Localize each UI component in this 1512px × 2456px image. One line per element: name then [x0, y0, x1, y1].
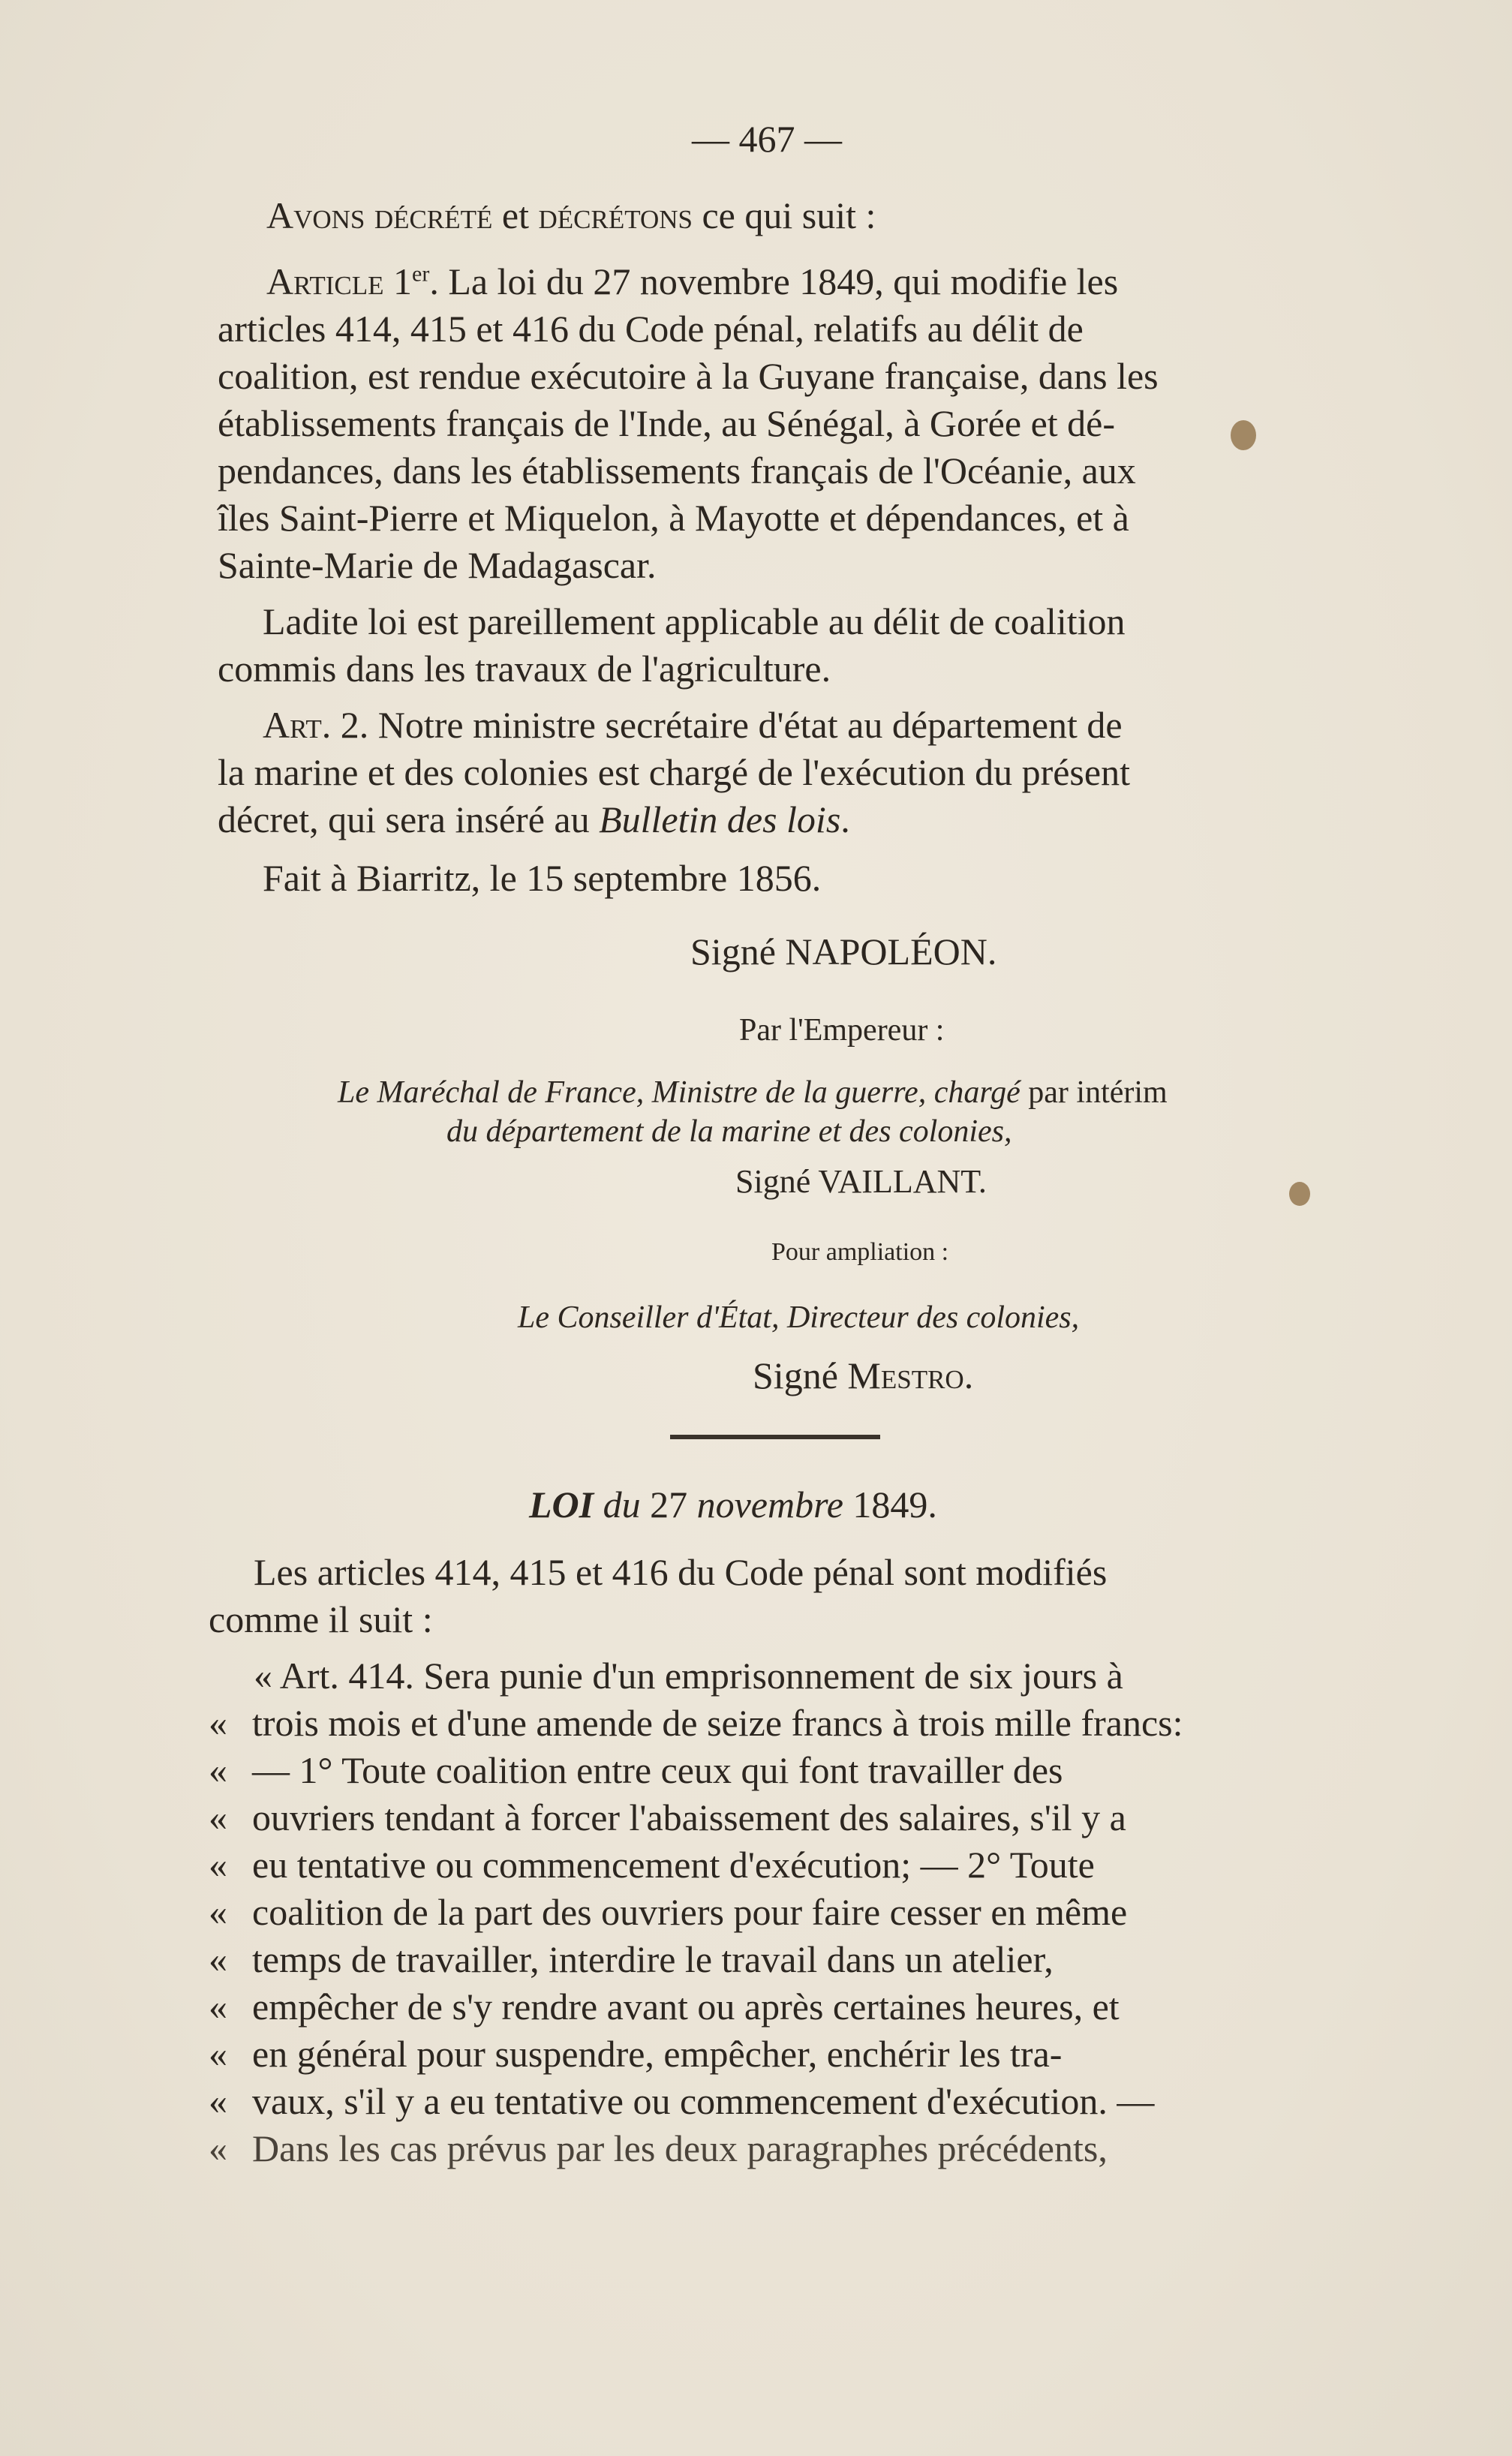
body-line: Ladite loi est pareillement applicable au délit de coalition	[263, 600, 1126, 642]
article-1-text: . La loi du 27 novembre 1849, qui modifie les	[429, 260, 1119, 302]
quote-mark: «	[209, 1986, 227, 2028]
decree-intro	[266, 194, 876, 236]
body-line: articles 414, 415 et 416 du Code pénal, relatifs au délit de	[218, 308, 1084, 350]
article-number: 1	[383, 260, 412, 302]
body-line: pendances, dans les établissements français de l'Océanie, aux	[218, 449, 1136, 492]
foxing-spot	[1289, 1182, 1310, 1206]
signature-vaillant: Signé VAILLANT.	[735, 1163, 987, 1200]
signature-mestro	[753, 1354, 974, 1396]
par-empereur: Par l'Empereur :	[739, 1013, 945, 1048]
quote-mark: «	[209, 1796, 227, 1838]
quoted-text: vaux, s'il y a eu tentative ou commencement d'exécution. —	[252, 2080, 1155, 2122]
foxing-spot	[1231, 420, 1256, 450]
loi-du: du	[594, 1484, 651, 1526]
section-divider	[670, 1435, 880, 1439]
body-line: commis dans les travaux de l'agriculture.	[218, 648, 831, 690]
quoted-text: en général pour suspendre, empêcher, enchérir les tra-	[252, 2033, 1063, 2075]
body-text: décret, qui sera inséré au	[218, 798, 600, 840]
quote-mark: «	[209, 2080, 227, 2122]
body-line: Les articles 414, 415 et 416 du Code pénal sont modifiés	[254, 1551, 1108, 1593]
bulletin-title: Bulletin des lois	[599, 798, 841, 840]
body-line: coalition, est rendue exécutoire à la Guyane française, dans les	[218, 355, 1159, 397]
loi-year: 1849.	[852, 1484, 937, 1526]
decree-intro-word-3: décrétons	[538, 194, 693, 236]
quoted-line	[209, 1704, 1183, 1742]
quoted-line	[209, 1893, 1127, 1931]
quoted-line	[209, 2035, 1062, 2073]
quote-mark: «	[209, 2127, 227, 2169]
quoted-text: Dans les cas prévus par les deux paragraphes précédents,	[252, 2127, 1108, 2169]
quoted-line	[209, 1940, 1054, 1978]
decree-intro-word-4: ce qui suit :	[692, 194, 876, 236]
quoted-text: eu tentative ou commencement d'exécution; — 2° Toute	[252, 1844, 1095, 1886]
body-line: îles Saint-Pierre et Miquelon, à Mayotte et dépendances, et à	[218, 497, 1129, 539]
marechal-title: Le Maréchal de France, Ministre de la guerre, chargé	[338, 1075, 1021, 1110]
article-414-line: « Art. 414. Sera punie d'un emprisonnement de six jours à	[254, 1655, 1123, 1697]
marechal-line	[338, 1077, 1168, 1108]
article-2-text: . 2. Notre ministre secrétaire d'état au département de	[321, 704, 1123, 746]
loi-word: LOI	[529, 1484, 594, 1526]
quoted-text: empêcher de s'y rendre avant ou après certaines heures, et	[252, 1986, 1120, 2028]
quote-mark: «	[209, 1702, 227, 1744]
quote-mark: «	[209, 2033, 227, 2075]
quoted-line	[209, 1986, 1120, 2028]
mestro-name: Mestro	[847, 1354, 964, 1396]
date-line: Fait à Biarritz, le 15 septembre 1856.	[263, 857, 822, 899]
par-interim: par intérim	[1020, 1075, 1168, 1110]
signe-period: .	[963, 1354, 974, 1396]
article-2-label: Art	[263, 704, 322, 746]
quoted-line	[209, 1844, 1095, 1886]
quoted-text: trois mois et d'une amende de seize francs à trois mille francs:	[252, 1702, 1183, 1744]
quoted-line	[209, 1751, 1063, 1789]
quoted-line	[209, 2127, 1108, 2169]
decree-intro-word-2: et	[492, 194, 539, 236]
loi-day: 27	[650, 1484, 688, 1526]
article-1-heading	[266, 260, 1119, 302]
article-superscript: er	[412, 261, 430, 287]
body-line	[218, 798, 850, 840]
quoted-text: temps de travailler, interdire le travail dans un atelier,	[252, 1938, 1054, 1980]
quoted-line	[209, 2082, 1154, 2120]
quote-mark: «	[209, 1749, 227, 1791]
signe-word: Signé	[753, 1354, 848, 1396]
body-text: .	[840, 798, 850, 840]
body-line: Sainte-Marie de Madagascar.	[218, 544, 657, 586]
body-line: établissements français de l'Inde, au Sénégal, à Gorée et dé-	[218, 402, 1115, 444]
quote-mark: «	[209, 1891, 227, 1933]
loi-heading	[529, 1484, 937, 1526]
quote-mark: «	[209, 1844, 227, 1886]
article-2-heading	[263, 706, 1123, 744]
signature-napoleon: Signé NAPOLÉON.	[690, 930, 997, 972]
body-line: comme il suit :	[209, 1598, 433, 1640]
pour-ampliation: Pour ampliation :	[771, 1238, 949, 1266]
quoted-text: ouvriers tendant à forcer l'abaissement des salaires, s'il y a	[252, 1796, 1126, 1838]
article-label: Article	[266, 260, 384, 302]
quoted-text: — 1° Toute coalition entre ceux qui font travailler des	[252, 1749, 1063, 1791]
page-number: — 467 —	[692, 118, 842, 160]
body-line: la marine et des colonies est chargé de l'exécution du présent	[218, 751, 1130, 793]
conseiller-line: Le Conseiller d'État, Directeur des colonies,	[518, 1300, 1080, 1335]
decree-intro-word-1: Avons décrété	[266, 194, 493, 236]
departement-line: du département de la marine et des colonies,	[446, 1114, 1012, 1149]
loi-month: novembre	[687, 1484, 853, 1526]
quoted-text: coalition de la part des ouvriers pour faire cesser en même	[252, 1891, 1128, 1933]
quoted-line	[209, 1796, 1126, 1838]
quote-mark: «	[209, 1938, 227, 1980]
